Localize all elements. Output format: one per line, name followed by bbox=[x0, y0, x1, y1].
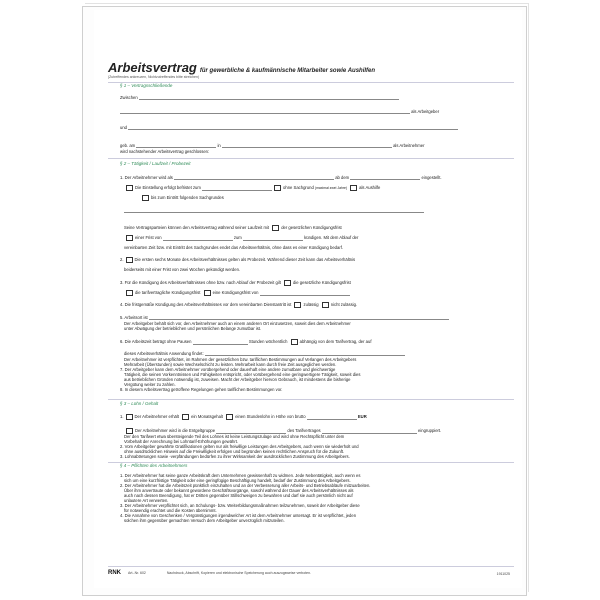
s2-l2b: ohne Sachgrund bbox=[283, 185, 314, 191]
label-zwischen: Zwischen bbox=[120, 95, 138, 100]
copyright-notice: Nachdruck, Abschrift, Kopieren und elektronische Speicherung auch auszugsweise verboten. bbox=[166, 571, 312, 575]
s2-l1: 1. Der Arbeitnehmer wird als bbox=[120, 175, 173, 180]
s2-l15c: abhängig von dem Tarifvertrag, der auf bbox=[299, 339, 372, 345]
s2-l3: bis zum Eintritt folgenden Sachgrundes bbox=[151, 195, 224, 201]
checkbox-kuendigung-gesetzlich[interactable] bbox=[284, 280, 291, 286]
birth-line[interactable] bbox=[120, 143, 512, 148]
position-field[interactable] bbox=[174, 176, 334, 180]
kuendigungsfrist-field[interactable] bbox=[260, 292, 350, 296]
sachgrund-field[interactable] bbox=[124, 209, 424, 213]
s2-l5b: zum bbox=[233, 235, 242, 241]
s4-line-2: sich um eine kurzfristige Tätigkeit oder eine geringfügige Beschäftigung handelt, bedarf der Zustimmung des Arbeitgebers. bbox=[124, 478, 351, 483]
s2-l10: die tarifvertragliche Kündigungsfrist bbox=[135, 290, 201, 296]
checkbox-sachgrund[interactable] bbox=[142, 195, 149, 201]
s2-l7: 2. bbox=[120, 257, 124, 263]
start-date-field[interactable] bbox=[350, 176, 420, 180]
label-und: und bbox=[120, 125, 127, 130]
birthplace-field[interactable] bbox=[222, 144, 392, 148]
form-code: 1911025 bbox=[496, 572, 510, 576]
s2-l9: 3. Für die Kündigung des Arbeitsverhältnisses ohne bzw. nach Ablauf der Probezeit gilt bbox=[120, 280, 281, 286]
s4-line-1: 1. Der Arbeitnehmer hat seine ganze Arbeitskraft dem Unternehmen gewissenhaft zu widmen. Jede Nebentätigkeit, auch wenn es bbox=[120, 473, 361, 478]
s2-l2: Die Einstellung erfolgt befristet zum bbox=[135, 185, 201, 191]
arbeitsort-field[interactable] bbox=[149, 316, 449, 320]
checkbox-lohn[interactable] bbox=[126, 414, 133, 420]
s2-line-2[interactable] bbox=[124, 185, 512, 191]
s3-line-3: Der den Tarifwert etwa übersteigende Teil des Lohnes ist keine Leistungszulage und wird ohne Rechtspflicht unter dem bbox=[124, 434, 345, 439]
s4-line-8: für notwendig erachtet und die Kosten übernimmt. bbox=[124, 508, 217, 513]
s2-line-14: unter Abwägung der betrieblichen und persönlichen Belange zumutbar ist. bbox=[124, 326, 262, 331]
s3-l1c: einen Stundenlohn in Höhe von brutto bbox=[235, 414, 306, 420]
s2-line-21: aus betrieblichen Gründen notwendig ist, zuweisen. Macht der Arbeitgeber hiervon Gebrauch, ist mindestens die bisherige bbox=[124, 377, 351, 382]
s2-line-4[interactable] bbox=[124, 225, 512, 231]
tarifvertrag-field[interactable] bbox=[205, 352, 405, 356]
section-3-heading: § 3 – Lohn / Gehalt bbox=[120, 401, 159, 406]
s2-line-19: 7. Der Arbeitgeber kann dem Arbeitnehmer vorübergehend oder dauerhaft eine andere zumutbare und gleichwertige bbox=[120, 367, 336, 372]
brand-logo: RNK bbox=[108, 570, 121, 576]
checkbox-frist-von[interactable] bbox=[126, 235, 133, 241]
s3-line-1[interactable] bbox=[120, 414, 512, 420]
label-geb-am: geb. am bbox=[120, 143, 136, 148]
employer-line-2[interactable] bbox=[120, 109, 512, 114]
s1-closing: wird nachstehender Arbeitsvertrag geschlossen: bbox=[120, 149, 210, 154]
s2-l2c: (maximal zwei Jahre) bbox=[314, 186, 347, 191]
s2-line-11[interactable] bbox=[120, 302, 512, 308]
checkbox-zulaessig[interactable] bbox=[294, 302, 301, 308]
s2-l1b: ab dem bbox=[335, 175, 350, 180]
s3-l2c: eingruppiert. bbox=[417, 428, 442, 434]
checkbox-kuendigung-tarif[interactable] bbox=[126, 290, 133, 296]
s4-line-10: solchen ihm gegenüber gemachten Versuch dem Arbeitgeber unverzüglich mitzuteilen. bbox=[124, 518, 285, 523]
section-2-heading: § 2 – Tätigkeit / Laufzeit / Probezeit bbox=[120, 161, 191, 166]
checkbox-befristet[interactable] bbox=[126, 185, 133, 191]
checkbox-monatsgehalt[interactable] bbox=[182, 414, 189, 420]
s2-line-13: Der Arbeitgeber behält sich vor, den Arbeitnehmer auch an einem anderen Ort einzusetzen, soweit dies dem Arbeitnehmer bbox=[124, 321, 351, 326]
s3-l1a: Der Arbeitnehmer erhält bbox=[134, 414, 179, 420]
checkbox-aushilfe[interactable] bbox=[350, 185, 357, 191]
s3-line-4: Vorbehalt der Anrechnung bei Lohntarif-Erhöhungen gewährt. bbox=[124, 439, 239, 444]
s2-l1c: eingestellt. bbox=[421, 175, 442, 180]
s2-l11b: zulässig bbox=[303, 302, 319, 308]
label-in: in bbox=[217, 143, 221, 148]
s3-l2: Der Arbeitnehmer wird in die Entgeltgruppe bbox=[135, 428, 216, 434]
s4-line-6: unlautere Art verwerten. bbox=[124, 498, 169, 503]
divider bbox=[108, 566, 514, 567]
s2-line-8: beiderseits mit einer Frist von zwei Wochen gekündigt werden. bbox=[124, 267, 241, 272]
s2-line-3b[interactable] bbox=[124, 208, 512, 213]
s2-line-22: Vergütung weiter zu zahlen. bbox=[124, 382, 176, 387]
s2-line-18: Mehrarbeit (Überstunden) sowie Wechselschicht zu leisten. Mehrarbeit kann durch freie Zeit ausgeglichen werden. bbox=[124, 362, 337, 367]
contract-sheet bbox=[94, 10, 522, 588]
s3-line-6: ohne ausdrücklichen Hinweis auf die Freiwilligkeit erfolgen und begründen keinen rechtlichen Anspruch für die Zukunft. bbox=[124, 449, 345, 454]
s2-line-1[interactable] bbox=[120, 175, 512, 180]
s2-line-7[interactable] bbox=[120, 257, 512, 263]
article-number: Art.-Nr. 602 bbox=[127, 571, 146, 575]
s2-line-9[interactable] bbox=[120, 280, 512, 286]
s2-l4: Seine Vertragsparteien können den Arbeitsvertrag während seiner Laufzeit mit bbox=[124, 225, 270, 231]
s2-l2d: als Aushilfe bbox=[359, 185, 381, 191]
s2-l16: dieses Arbeitsverhältnis Anwendung findet: bbox=[124, 351, 204, 356]
s4-line-9: 4. Die Annahme von Geschenken / Vergünstigungen irgendwelcher Art ist dem Arbeitnehmer untersagt. Er ist verpflichtet, jeden bbox=[120, 513, 357, 518]
lohn-betrag-field[interactable] bbox=[307, 416, 357, 420]
checkbox-probezeit[interactable] bbox=[126, 257, 133, 263]
s2-line-23: 8. In diesem Arbeitsvertrag getroffene Regelungen gehen tariflichen Bestimmungen vor. bbox=[120, 387, 283, 392]
frist-zum-field[interactable] bbox=[243, 237, 303, 241]
s2-l12: 5. Arbeitsort ist bbox=[120, 315, 148, 320]
divider bbox=[108, 399, 514, 400]
birthdate-field[interactable] bbox=[136, 144, 216, 148]
checkbox-kuendigung-frist[interactable] bbox=[204, 290, 211, 296]
s2-l11c: nicht zulässig. bbox=[330, 302, 358, 308]
label-arbeitnehmer: als Arbeitnehmer bbox=[393, 143, 425, 148]
instruction-note: (Zutreffendes ankreuzen, Nichtzutreffendes bitte streichen) bbox=[108, 75, 200, 79]
s2-line-20: Tätigkeit, die seinen Vorkenntnissen und Fähigkeiten entspricht, oder vorübergehend eine geringwertigere Tätigkeit, soweit dies bbox=[124, 372, 361, 377]
s4-line-5: auch nach dessen Beendigung, hat er Dritten gegenüber Stillschweigen zu bewahren und darf sie auch persönlich nicht auf bbox=[124, 493, 353, 498]
s3-l2b: des Tarifvertrages bbox=[287, 428, 321, 434]
fixed-term-date-field[interactable] bbox=[202, 187, 272, 191]
employee-line[interactable] bbox=[120, 125, 512, 130]
section-4-heading: § 4 – Pflichten des Arbeitnehmers bbox=[120, 463, 188, 468]
checkbox-nicht-zulaessig[interactable] bbox=[322, 302, 329, 308]
s2-line-16[interactable] bbox=[124, 351, 512, 356]
s2-line-10[interactable] bbox=[124, 290, 512, 296]
label-arbeitgeber: als Arbeitgeber bbox=[411, 109, 440, 114]
s2-line-15[interactable] bbox=[120, 339, 512, 345]
document-title bbox=[108, 60, 375, 75]
s2-line-17: Der Arbeitnehmer ist verpflichtet, im Rahmen der gesetzlichen bzw. tariflichen Bestimmungen auf Verlangen des Arbeitgebers bbox=[124, 357, 357, 362]
s2-l15: 6. Die Arbeitszeit beträgt ohne Pausen bbox=[120, 339, 192, 345]
employer-field[interactable] bbox=[139, 96, 399, 100]
employee-field[interactable] bbox=[128, 126, 458, 130]
s4-line-4: Über ihm anvertraute oder bekannt gewordene Geschäftsvorgänge, sowohl während der Dauer des Arbeitsverhältnisses als bbox=[124, 488, 354, 493]
s2-l5c: kündigen. Mit dem Ablauf der bbox=[304, 235, 359, 241]
checkbox-stundenlohn[interactable] bbox=[226, 414, 233, 420]
divider bbox=[108, 158, 514, 159]
checkbox-tarif-arbeitszeit[interactable] bbox=[291, 339, 298, 345]
s3-l1d: EUR bbox=[357, 414, 367, 420]
s2-line-3[interactable] bbox=[124, 195, 512, 201]
s2-l10b: eine Kündigungsfrist von bbox=[212, 290, 259, 296]
s2-l5: einer Frist von bbox=[135, 235, 162, 241]
s3-l1: 1. bbox=[120, 414, 124, 420]
s4-line-3: 2. Der Arbeitnehmer hat die Arbeitszeit pünktlich einzuhalten und an der Verbesserung aller Arbeits- und Betriebsabläufe mitzuarbeiten. bbox=[120, 483, 371, 488]
footer bbox=[108, 570, 514, 576]
s2-line-5[interactable] bbox=[124, 235, 512, 241]
s2-l4b: der gesetzlichen Kündigungsfrist bbox=[281, 225, 342, 231]
s2-l9b: die gesetzliche Kündigungsfrist bbox=[293, 280, 351, 286]
s2-line-12[interactable] bbox=[120, 315, 512, 320]
frist-field[interactable] bbox=[163, 237, 233, 241]
s3-line-7: 3. Lohnabtretungen sowie -verpfändungen bedürfen zu ihrer Wirksamkeit der ausdrücklichen Zustimmung des Arbeitgebers. bbox=[120, 454, 350, 459]
checkbox-gesetzliche-frist[interactable] bbox=[272, 225, 279, 231]
section-1-heading: § 1 – Vertragsschließende bbox=[120, 83, 173, 88]
s4-line-7: 3. Der Arbeitnehmer verpflichtet sich, an Schulungs- bzw. Weiterbildungsmaßnahmen teilzunehmen, soweit der Arbeitgeber diese bbox=[120, 503, 360, 508]
s2-l7b: Die ersten sechs Monate des Arbeitsverhältnisses gelten als Probezeit. Während dieser Zeit kann das Arbeitsverhältnis bbox=[134, 257, 356, 263]
s3-line-5: 2. Vom Arbeitgeber gewährte Gratifikationen gelten nur als freiwillige Leistungen des Arbeitgebers, auch wenn sie wiederholt und bbox=[120, 444, 359, 449]
title-main: Arbeitsvertrag bbox=[108, 60, 197, 75]
employer-address-field[interactable] bbox=[120, 110, 410, 114]
employer-line[interactable] bbox=[120, 95, 512, 100]
checkbox-ohne-sachgrund[interactable] bbox=[274, 185, 281, 191]
s2-l15b: Stunden wöchentlich bbox=[248, 339, 288, 345]
s2-line-6: vereinbarten Zeit bzw. mit Eintritt des Sachgrundes endet das Arbeitsverhältnis, ohne dass es einer Kündigung bedarf. bbox=[124, 245, 344, 250]
s3-l1b: ein Monatsgehalt bbox=[191, 414, 224, 420]
title-subtitle: für gewerbliche & kaufmännische Mitarbeiter sowie Aushilfen bbox=[199, 68, 376, 74]
hours-field[interactable] bbox=[193, 341, 248, 345]
s2-l11: 4. Die fristgemäße Kündigung des Arbeitsverhältnisses vor dem vereinbarten Dienstantritt ist bbox=[120, 302, 292, 308]
